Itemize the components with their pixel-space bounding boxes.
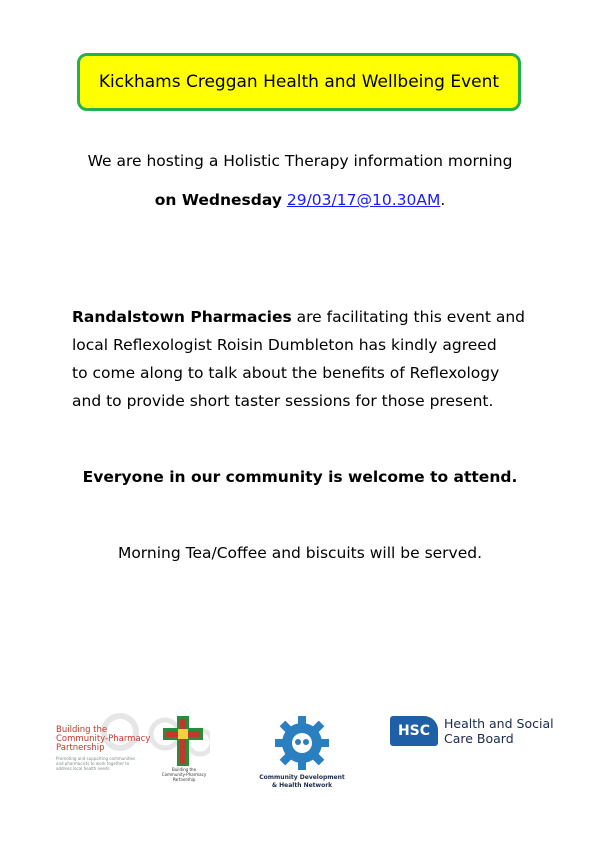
cdhn-name: Community Development & Health Network: [259, 774, 345, 789]
cp-tagline: Promoting and supporting communities and pharmacists to work together to address local health needs: [56, 756, 136, 771]
intro-line-2: [0, 191, 600, 209]
hsc-badge: HSC: [390, 716, 438, 746]
event-date-link[interactable]: 29/03/17@10.30AM: [286, 191, 441, 209]
community-pharmacy-logo: [50, 712, 210, 780]
refreshments-line: Morning Tea/Coffee and biscuits will be served.: [117, 544, 483, 562]
para-line-2: local Reflexologist Roisin Dumbleton has kindly agreed: [72, 336, 497, 354]
pharmacy-cross-icon: [163, 716, 203, 766]
welcome-line: Everyone in our community is welcome to attend.: [82, 468, 518, 486]
cog-icon: [252, 714, 352, 772]
intro-period: .: [440, 191, 446, 209]
pharmacy-name: Randalstown Pharmacies: [72, 308, 292, 326]
para-line-4: and to provide short taster sessions for those present.: [72, 392, 494, 410]
event-title-box: [77, 53, 521, 111]
intro-line-1: We are hosting a Holistic Therapy information morning: [87, 152, 513, 170]
para-line-1-rest: are facilitating this event and: [291, 308, 525, 326]
intro-day: on Wednesday: [154, 191, 282, 209]
cross-caption: Building the Community-Pharmacy Partnership: [161, 767, 207, 782]
description-paragraph: [72, 303, 542, 415]
para-line-3: to come along to talk about the benefits of Reflexology: [72, 364, 500, 382]
cdhn-logo: [252, 714, 352, 798]
hsc-logo: [390, 714, 552, 754]
event-title: Kickhams Creggan Health and Wellbeing Event: [98, 72, 500, 92]
cp-title: Building the Community-Pharmacy Partnership: [56, 725, 151, 753]
hsc-name: Health and Social Care Board: [444, 716, 554, 746]
